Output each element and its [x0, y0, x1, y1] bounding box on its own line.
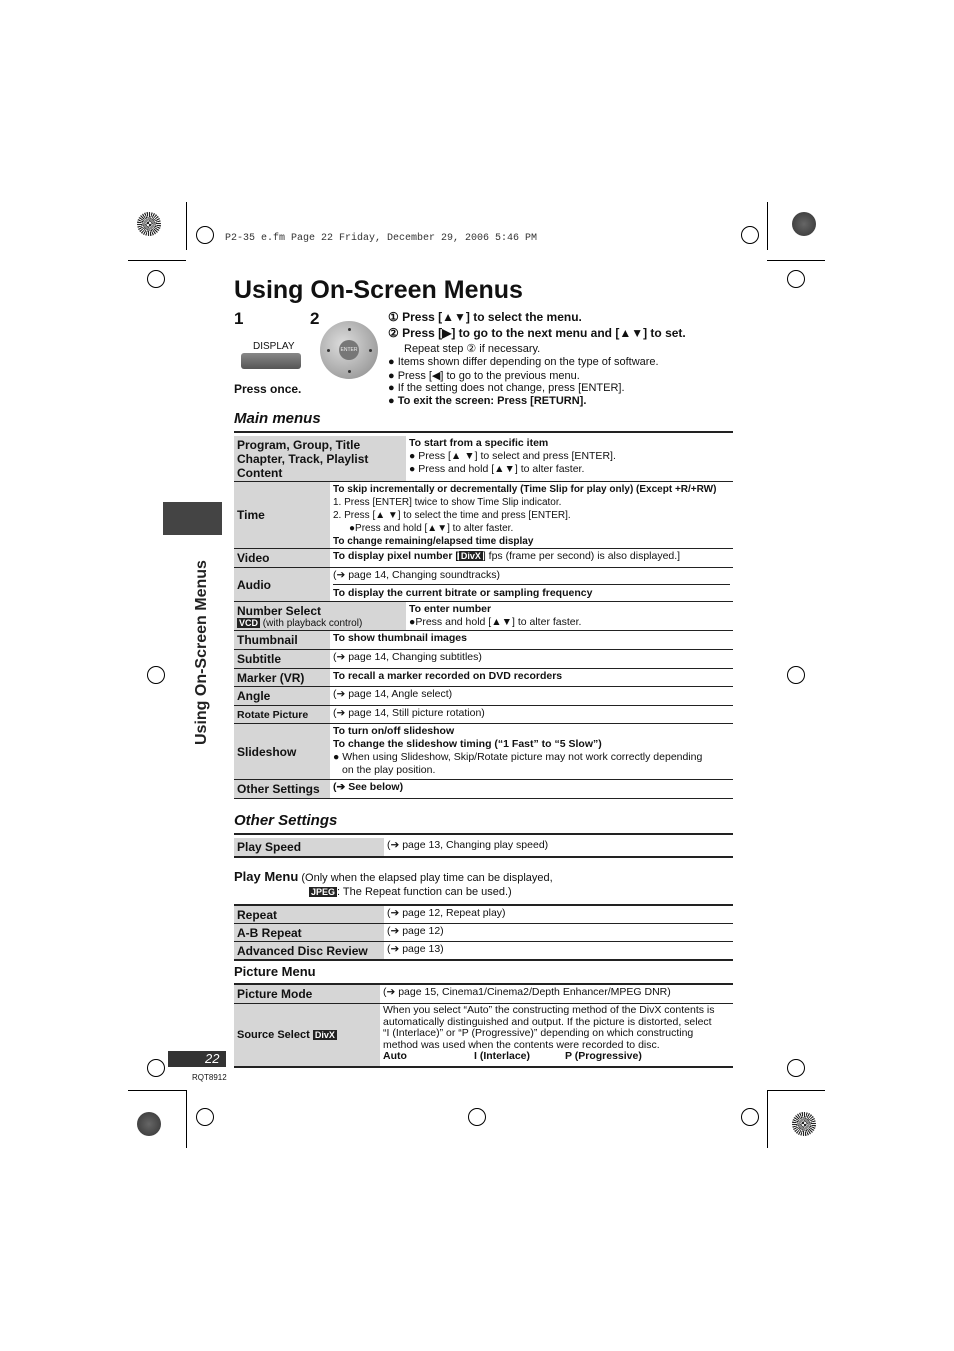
row-description: (➔ page 14, Still picture rotation) — [333, 707, 485, 719]
row-label: Thumbnail — [234, 631, 330, 649]
table-row — [234, 906, 733, 924]
instruction-5: ● Press [◀] to go to the previous menu. — [388, 370, 580, 382]
registration-mark-icon — [741, 226, 759, 244]
table-row — [234, 669, 733, 687]
main-menus-heading: Main menus — [234, 410, 321, 427]
registration-mark-icon — [196, 226, 214, 244]
instruction-2: ② Press [▶] to go to the next menu and [▲▼] to set. — [388, 326, 686, 340]
table-row — [234, 436, 733, 482]
row-label: Audio — [234, 568, 330, 601]
instruction-3: Repeat step ② if necessary. — [404, 343, 541, 355]
row-description: To start from a specific item ● Press [▲ ▼] to select and press [ENTER]. ● Press and hold [▲▼] to alter faster. — [409, 437, 616, 475]
row-label: Picture Mode — [234, 985, 380, 1003]
arrow-down-icon — [348, 370, 351, 373]
picture-menu-heading: Picture Menu — [234, 964, 316, 979]
row-description: (➔ page 13) — [387, 943, 444, 955]
crop-line — [128, 1090, 186, 1091]
row-description: (➔ page 14, Angle select) — [333, 688, 453, 700]
crop-line — [186, 1090, 187, 1148]
crop-line — [128, 260, 186, 261]
registration-mark-icon — [787, 270, 805, 288]
instruction-7: ● To exit the screen: Press [RETURN]. — [388, 395, 587, 407]
table-row — [234, 838, 733, 858]
registration-mark-icon — [787, 666, 805, 684]
row-label: Rotate Picture — [234, 706, 330, 723]
crop-line — [767, 1090, 768, 1148]
crop-line — [186, 202, 187, 250]
table-row — [234, 924, 733, 942]
row-label: A-B Repeat — [234, 924, 384, 941]
option-auto: Auto — [383, 1050, 407, 1062]
table-row — [234, 631, 733, 650]
other-settings-heading: Other Settings — [234, 812, 338, 829]
arrow-right-icon — [369, 349, 372, 352]
table-row — [234, 602, 733, 631]
table-row — [234, 780, 733, 799]
row-label: Source Select DivX — [234, 1004, 380, 1066]
row-description: To skip incrementally or decrementally (Time Slip for play only) (Except +R/+RW) 1. Press [ENTER] twice to show Time Slip indicator. 2. Press [▲ ▼] to select the time and press [ENTER]. ●Press and hold [▲▼] to alter faster. To change remaining/elapsed time display — [333, 484, 717, 547]
row-description: (➔ page 15, Cinema1/Cinema2/Depth Enhancer/MPEG DNR) — [383, 986, 671, 998]
arrow-left-icon — [327, 349, 330, 352]
crop-line — [767, 1090, 825, 1091]
play-menu-note: JPEG : The Repeat function can be used.) — [311, 886, 512, 898]
row-label: Advanced Disc Review — [234, 942, 384, 959]
display-button-label: DISPLAY — [253, 341, 295, 352]
row-description: To enter number ●Press and hold [▲▼] to alter faster. — [409, 603, 582, 628]
step-1-number: 1 — [234, 309, 244, 328]
row-description: (➔ See below) — [333, 781, 404, 793]
doc-code: RQT8912 — [192, 1073, 227, 1082]
row-description: (➔ page 13, Changing play speed) — [387, 839, 549, 851]
row-description: To turn on/off slideshow To change the slideshow timing (“1 Fast” to “5 Slow”) ● When using Slideshow, Skip/Rotate picture may not work correctly depending on the play position. — [333, 725, 703, 776]
side-tab-block — [163, 502, 222, 535]
row-description: (➔ page 14, Changing subtitles) — [333, 651, 482, 663]
registration-mark-icon — [147, 1059, 165, 1077]
instruction-4: ● Items shown differ depending on the type of software. — [388, 356, 659, 368]
row-label: Marker (VR) — [234, 669, 330, 686]
play-menu-heading-line: Play Menu (Only when the elapsed play time can be displayed, — [234, 869, 553, 884]
row-label: Number Select VCD (with playback control) — [234, 602, 406, 630]
table-row — [234, 724, 733, 780]
instruction-6: ● If the setting does not change, press [ENTER]. — [388, 382, 625, 394]
enter-button-icon: ENTER — [339, 340, 359, 360]
table-row — [234, 942, 733, 961]
table-row — [234, 568, 733, 602]
row-label: Play Speed — [234, 838, 384, 856]
row-description: When you select “Auto” the constructing method of the DivX contents is automatically distinguished and output. If the picture is distorted, select “I (Interlace)” or “P (Progressive)” depending on which constructing method was used when the contents were recorded to disc. Auto I (Interlace) P (Progressive) — [383, 1004, 715, 1062]
color-swatch-bottom-right — [792, 1112, 816, 1136]
row-description: (➔ page 14, Changing soundtracks) To display the current bitrate or sampling frequency — [330, 568, 733, 601]
row-label: Repeat — [234, 906, 384, 923]
step-2-number: 2 — [310, 309, 320, 328]
registration-mark-icon — [196, 1108, 214, 1126]
table-row — [234, 650, 733, 669]
registration-mark-icon — [147, 270, 165, 288]
table-row — [234, 706, 733, 724]
row-description: To show thumbnail images — [333, 632, 467, 644]
row-label: Subtitle — [234, 650, 330, 668]
crop-line — [767, 260, 825, 261]
row-label: Video — [234, 549, 330, 567]
row-label: Other Settings — [234, 780, 330, 798]
table-row — [234, 549, 733, 568]
arrow-up-icon — [348, 328, 351, 331]
page-title: Using On-Screen Menus — [234, 276, 523, 304]
color-swatch-bottom-left — [137, 1112, 161, 1136]
file-header: P2-35 e.fm Page 22 Friday, December 29, 2006 5:46 PM — [225, 233, 538, 244]
table-row — [234, 985, 733, 1004]
row-description: To display pixel number [ DivX ] fps (frame per second) is also displayed.] — [333, 550, 681, 562]
divider — [234, 833, 733, 835]
row-description: (➔ page 12, Repeat play) — [387, 907, 506, 919]
color-swatch-top-left — [137, 212, 161, 236]
divider — [234, 431, 733, 433]
option-progressive: P (Progressive) — [565, 1050, 642, 1062]
display-button-icon — [241, 353, 301, 369]
row-description: To recall a marker recorded on DVD recorders — [333, 670, 563, 682]
row-label: Angle — [234, 687, 330, 705]
instruction-1: ① Press [▲▼] to select the menu. — [388, 310, 582, 324]
option-interlace: I (Interlace) — [474, 1050, 531, 1062]
registration-mark-icon — [147, 666, 165, 684]
side-tab-label: Using On-Screen Menus — [193, 560, 210, 745]
row-label: Slideshow — [234, 724, 330, 779]
page-number: 22 — [205, 1051, 220, 1066]
table-row — [234, 482, 733, 549]
row-description: (➔ page 12) — [387, 925, 444, 937]
color-swatch-top-right — [792, 212, 816, 236]
crop-line — [767, 202, 768, 250]
table-row — [234, 1004, 733, 1068]
press-once-label: Press once. — [234, 382, 302, 396]
row-label: Time — [234, 482, 330, 548]
registration-mark-icon — [741, 1108, 759, 1126]
row-label: Program, Group, Title Chapter, Track, Playlist Content — [234, 436, 406, 481]
registration-mark-icon — [468, 1108, 486, 1126]
table-row — [234, 687, 733, 706]
registration-mark-icon — [787, 1059, 805, 1077]
